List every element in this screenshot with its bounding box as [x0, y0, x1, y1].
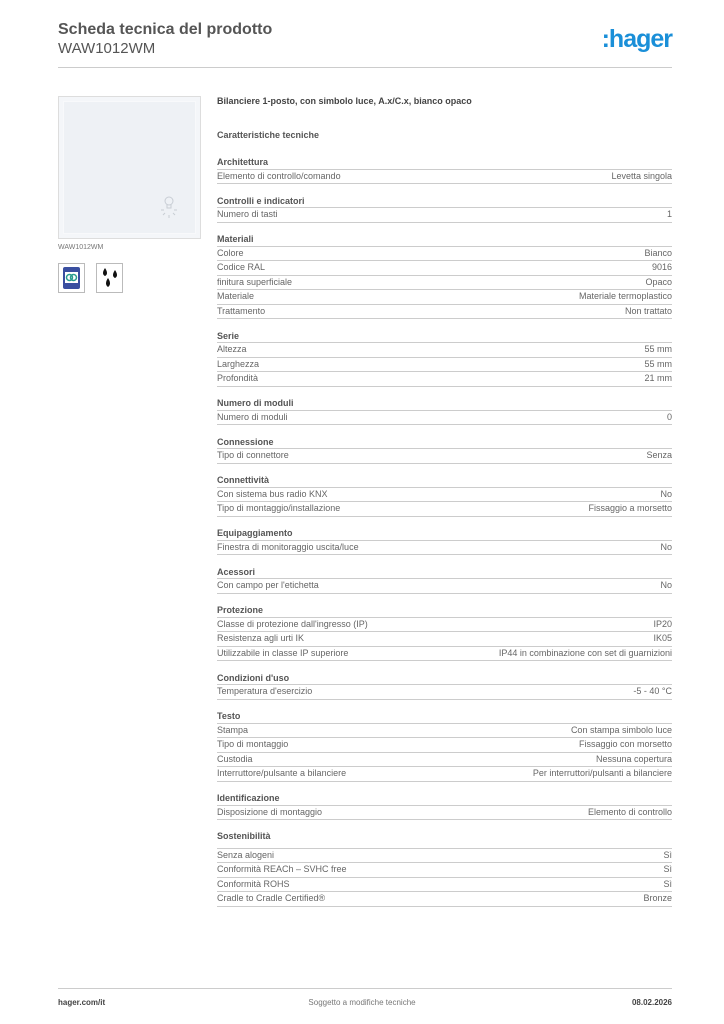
spec-label: Conformità ROHS	[217, 878, 290, 889]
spec-row	[217, 724, 672, 739]
spec-value: Per interruttori/pulsanti a bilanciere	[532, 768, 672, 778]
spec-label: Codice RAL	[217, 262, 266, 272]
spec-value: 9016	[651, 262, 672, 272]
footer-divider	[58, 988, 672, 989]
spec-row	[217, 685, 672, 700]
spec-value: Senza	[646, 450, 672, 460]
spec-label: Custodia	[217, 753, 253, 764]
spec-value: -5 - 40 °C	[633, 686, 672, 696]
spec-value: 1	[666, 209, 672, 219]
product-image-caption: WAW1012WM	[58, 244, 104, 251]
spec-row	[217, 806, 672, 821]
spec-label: Profondità	[217, 373, 259, 383]
spec-value: IP44 in combinazione con set di guarnizioni	[498, 647, 672, 658]
section-title: Serie	[217, 329, 672, 344]
spec-value: Bianco	[644, 247, 672, 258]
footer-date: 08.02.2026	[631, 998, 672, 1007]
light-bulb-icon	[157, 193, 181, 219]
spec-section	[217, 155, 672, 184]
section-title: Numero di moduli	[217, 396, 672, 411]
spec-row	[217, 411, 672, 426]
spec-section	[217, 709, 672, 782]
spec-label: Colore	[217, 247, 244, 258]
spec-value: No	[660, 541, 672, 552]
section-title: Condizioni d'uso	[217, 671, 672, 686]
spec-row	[217, 541, 672, 556]
section-title: Connessione	[217, 435, 672, 450]
spec-row	[217, 247, 672, 262]
spec-row	[217, 892, 672, 907]
spec-label: Disposizione di montaggio	[217, 806, 323, 817]
spec-label: Finestra di monitoraggio uscita/luce	[217, 541, 359, 552]
spec-row	[217, 849, 672, 864]
spec-row	[217, 878, 672, 893]
spec-label: Numero di tasti	[217, 209, 278, 219]
spec-row	[217, 261, 672, 276]
section-title: Acessori	[217, 565, 672, 580]
spec-label: Tipo di montaggio	[217, 739, 289, 749]
spec-value: No	[660, 488, 672, 499]
section-title: Protezione	[217, 603, 672, 618]
spec-value: Opaco	[645, 276, 672, 287]
spec-label: Altezza	[217, 344, 247, 354]
spec-row	[217, 343, 672, 358]
spec-value: IP20	[653, 618, 672, 629]
spec-label: finitura superficiale	[217, 276, 293, 287]
spec-label: Stampa	[217, 724, 249, 735]
spec-value: Sì	[663, 849, 672, 860]
spec-value: 55 mm	[644, 358, 672, 369]
product-code: WAW1012WM	[58, 40, 156, 57]
spec-value: Sì	[663, 878, 672, 889]
spec-row	[217, 647, 672, 662]
spec-row	[217, 372, 672, 387]
section-title: Architettura	[217, 155, 672, 170]
spec-value: Con stampa simbolo luce	[570, 724, 672, 735]
spec-label: Con sistema bus radio KNX	[217, 488, 328, 499]
spec-row	[217, 738, 672, 753]
spec-row	[217, 305, 672, 320]
spec-label: Interruttore/pulsante a bilanciere	[217, 768, 347, 778]
spec-value: 0	[666, 411, 672, 422]
spec-label: Resistenza agli urti IK	[217, 633, 305, 643]
spec-row	[217, 170, 672, 185]
spec-label: Conformità REACh – SVHC free	[217, 864, 347, 874]
spec-row	[217, 632, 672, 647]
spec-value: IK05	[653, 633, 672, 643]
section-title: Sostenibilità	[217, 830, 672, 849]
water-drops-icon	[96, 263, 123, 293]
spec-section	[217, 603, 672, 661]
hager-logo: :hager	[601, 25, 672, 53]
spec-row	[217, 767, 672, 782]
spec-value: Levetta singola	[611, 170, 672, 181]
spec-section	[217, 473, 672, 517]
section-title: Connettività	[217, 473, 672, 488]
spec-value: Fissaggio a morsetto	[588, 503, 672, 513]
spec-value: Bronze	[643, 893, 672, 903]
spec-row	[217, 449, 672, 464]
product-description: Bilanciere 1-posto, con simbolo luce, A.x/C.x, bianco opaco	[217, 96, 472, 106]
cradle-to-cradle-icon	[58, 263, 85, 293]
spec-label: Numero di moduli	[217, 411, 288, 422]
header-divider	[58, 67, 672, 68]
spec-section	[217, 396, 672, 425]
spec-row	[217, 488, 672, 503]
spec-value: Materiale termoplastico	[578, 291, 672, 301]
section-title: Controlli e indicatori	[217, 194, 672, 209]
page-title: Scheda tecnica del prodotto	[58, 21, 273, 38]
spec-label: Senza alogeni	[217, 849, 275, 860]
footer-website-link[interactable]: hager.com/it	[58, 998, 106, 1007]
spec-label: Tipo di connettore	[217, 450, 289, 460]
spec-row	[217, 579, 672, 594]
spec-value: Fissaggio con morsetto	[578, 739, 672, 749]
product-image	[58, 96, 201, 239]
spec-section	[217, 435, 672, 464]
spec-label: Temperatura d'esercizio	[217, 686, 313, 696]
spec-section	[217, 565, 672, 594]
spec-label: Materiale	[217, 291, 255, 301]
spec-row	[217, 358, 672, 373]
spec-value: 55 mm	[644, 344, 672, 354]
spec-label: Cradle to Cradle Certified®	[217, 893, 326, 903]
spec-label: Utilizzabile in classe IP superiore	[217, 647, 349, 658]
spec-value: Nessuna copertura	[595, 753, 672, 764]
spec-value: No	[660, 580, 672, 590]
spec-section	[217, 791, 672, 820]
spec-label: Larghezza	[217, 358, 260, 369]
spec-value: Elemento di controllo	[587, 806, 672, 817]
spec-value: Non trattato	[624, 305, 672, 316]
section-title: Materiali	[217, 232, 672, 247]
spec-row	[217, 753, 672, 768]
section-title: Identificazione	[217, 791, 672, 806]
spec-section	[217, 671, 672, 700]
spec-subtitle: Caratteristiche tecniche	[217, 130, 320, 140]
spec-content	[217, 96, 672, 907]
spec-section	[217, 194, 672, 223]
section-title: Equipaggiamento	[217, 526, 672, 541]
spec-row	[217, 863, 672, 878]
spec-label: Tipo di montaggio/installazione	[217, 503, 341, 513]
spec-label: Trattamento	[217, 305, 266, 316]
footer-note: Soggetto a modifiche tecniche	[308, 998, 416, 1007]
spec-section	[217, 329, 672, 387]
spec-row	[217, 290, 672, 305]
spec-row	[217, 276, 672, 291]
spec-section	[217, 232, 672, 319]
spec-value: 21 mm	[644, 373, 672, 383]
spec-label: Elemento di controllo/comando	[217, 170, 341, 181]
spec-label: Classe di protezione dall'ingresso (IP)	[217, 618, 368, 629]
section-title: Testo	[217, 709, 672, 724]
spec-row	[217, 618, 672, 633]
spec-section	[217, 526, 672, 555]
spec-section	[217, 830, 672, 907]
spec-row	[217, 502, 672, 517]
spec-row	[217, 208, 672, 223]
spec-value: Sì	[663, 864, 672, 874]
spec-label: Con campo per l'etichetta	[217, 580, 319, 590]
